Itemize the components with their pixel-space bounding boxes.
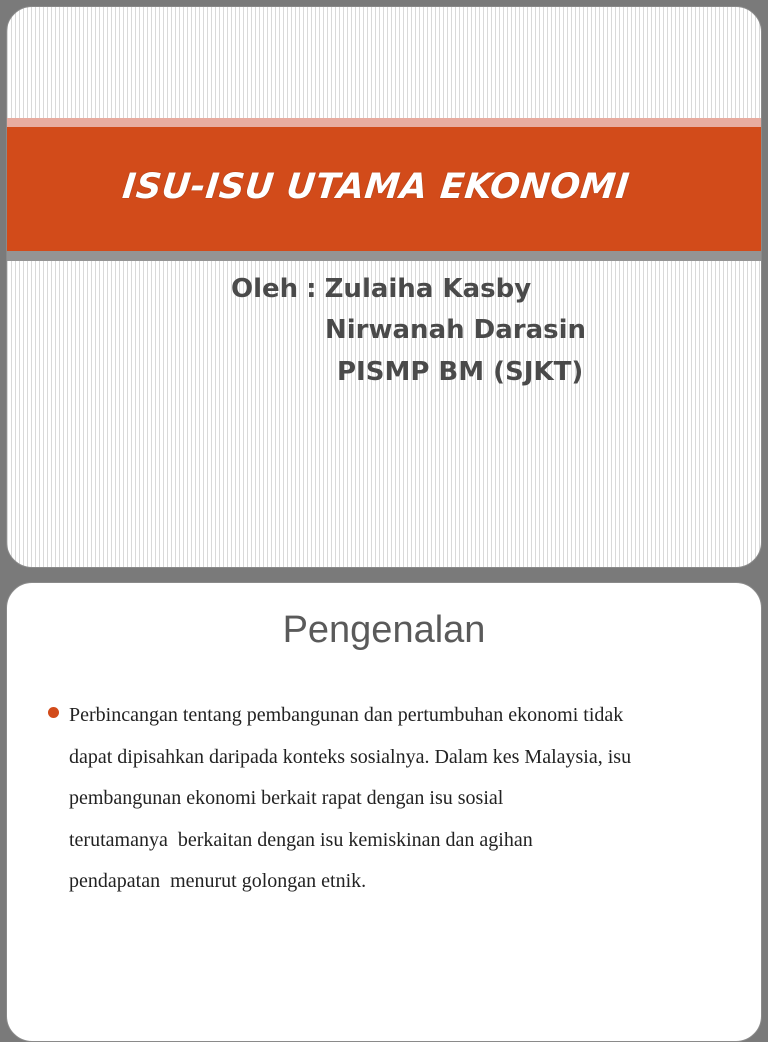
introduction-slide xyxy=(6,582,762,1042)
slide-heading: Pengenalan xyxy=(282,609,486,651)
author-prefix: Oleh xyxy=(231,274,299,304)
paragraph-line: pembangunan ekonomi berkait rapat dengan isu sosial xyxy=(69,787,504,809)
author-name-2: Nirwanah Darasin xyxy=(325,315,587,345)
author-separator: : xyxy=(306,274,317,304)
title-slide xyxy=(6,6,762,568)
slide-title: ISU-ISU UTAMA EKONOMI xyxy=(120,167,632,207)
title-band-top-stripe xyxy=(7,118,761,127)
bullet-icon xyxy=(48,707,59,718)
paragraph-line: pendapatan menurut golongan etnik. xyxy=(69,870,367,892)
author-name-1: Zulaiha Kasby xyxy=(324,274,532,304)
paragraph-line: dapat dipisahkan daripada konteks sosialnya. Dalam kes Malaysia, isu xyxy=(69,745,632,768)
author-program: PISMP BM (SJKT) xyxy=(337,357,584,387)
bullet-paragraph xyxy=(69,695,741,903)
paragraph-line: terutamanya berkaitan dengan isu kemiskinan dan agihan xyxy=(69,828,533,851)
author-line-1 xyxy=(231,274,531,304)
paragraph-line: Perbincangan tentang pembangunan dan pertumbuhan ekonomi tidak xyxy=(69,704,624,726)
title-band-bottom-stripe xyxy=(7,251,761,261)
